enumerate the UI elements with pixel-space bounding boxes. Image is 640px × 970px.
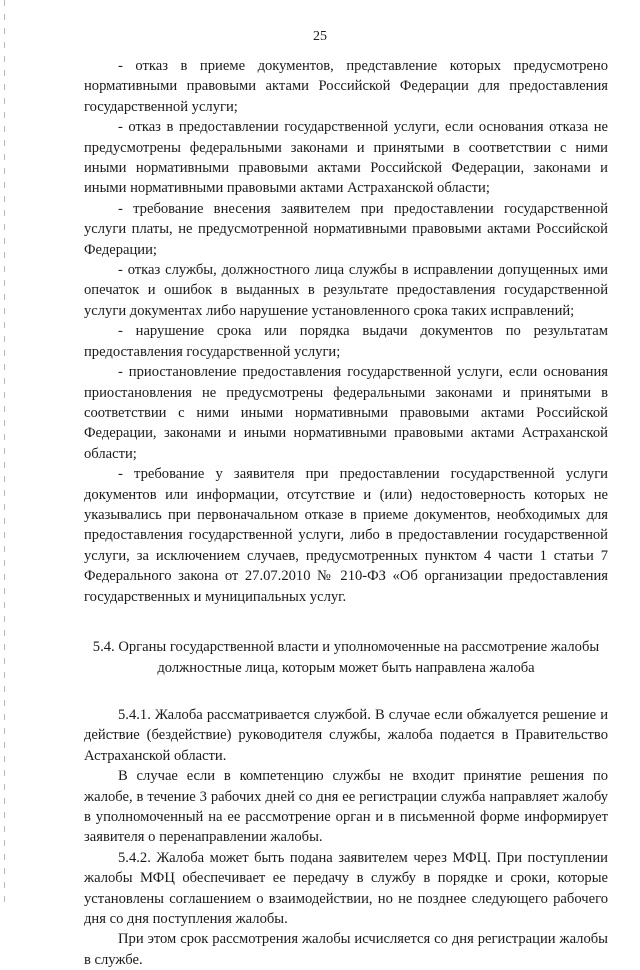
list-item: - нарушение срока или порядка выдачи документов по результатам предоставления государственной услуги; [84,323,608,360]
document-body [84,56,608,970]
list-item: - отказ службы, должностного лица службы в исправлении допущенных ими опечаток и ошибок в выданных в результате предоставления государственной услуги документах либо нарушение установленного срока таких исправлений; [84,262,608,319]
list-item: - отказ в приеме документов, представление которых предусмотрено нормативными правовыми актами Российской Федерации для предоставления государственной услуги; [84,58,608,115]
list-item: - требование у заявителя при предоставлении государственной услуги документов или информации, отсутствие и (или) недостоверность которых не указывались при первоначальном отказе в приеме документов, необходимых для предоставления государственной услуги, либо в предоставлении государственной услуги, за исключением случаев, предусмотренных пунктом 4 части 1 статьи 7 Федерального закона от 27.07.2010 № 210-ФЗ «Об организации предоставления государственных и муниципальных услуг. [84,466,608,605]
paragraph: 5.4.1. Жалоба рассматривается службой. В случае если обжалуется решение и действие (бездействие) руководителя службы, жалоба подается в Правительство Астраханской области. [84,706,608,764]
list-item: - требование внесения заявителем при предоставлении государственной услуги платы, не предусмотренной нормативными правовыми актами Российской Федерации; [84,200,608,258]
page-number: 25 [313,29,327,44]
section-heading: 5.4. Органы государственной власти и уполномоченные на рассмотрение жалобы должностные лица, которым может быть направлена жалоба [92,638,600,676]
scan-edge-mark [4,0,5,905]
list-item: - отказ в предоставлении государственной услуги, если основания отказа не предусмотрены федеральными законами и принятыми в соответствии с ними иными нормативными правовыми актами Российской Федерации, законами и иными нормативными правовыми актами Астраханской области; [84,119,608,197]
paragraph: 5.4.2. Жалоба может быть подана заявителем через МФЦ. При поступлении жалобы МФЦ обеспечивает ее передачу в службу в порядке и сроки, которые установлены соглашением о взаимодействии, но не позднее следующего рабочего дня со дня поступления жалобы. [84,849,608,928]
paragraph: В случае если в компетенцию службы не входит принятие решения по жалобе, в течение 3 рабочих дней со дня ее регистрации служба направляет жалобу в уполномоченный на ее рассмотрение орган и в письменной форме информирует заявителя о перенаправлении жалобы. [84,768,608,846]
list-item: - приостановление предоставления государственной услуги, если основания приостановления не предусмотрены федеральными законами и принятыми в соответствии с ними иными нормативными правовыми актами Российской Федерации, законами и иными нормативными правовыми актами Астраханской области; [84,364,608,462]
paragraph: При этом срок рассмотрения жалобы исчисляется со дня регистрации жалобы в службе. [84,931,608,968]
